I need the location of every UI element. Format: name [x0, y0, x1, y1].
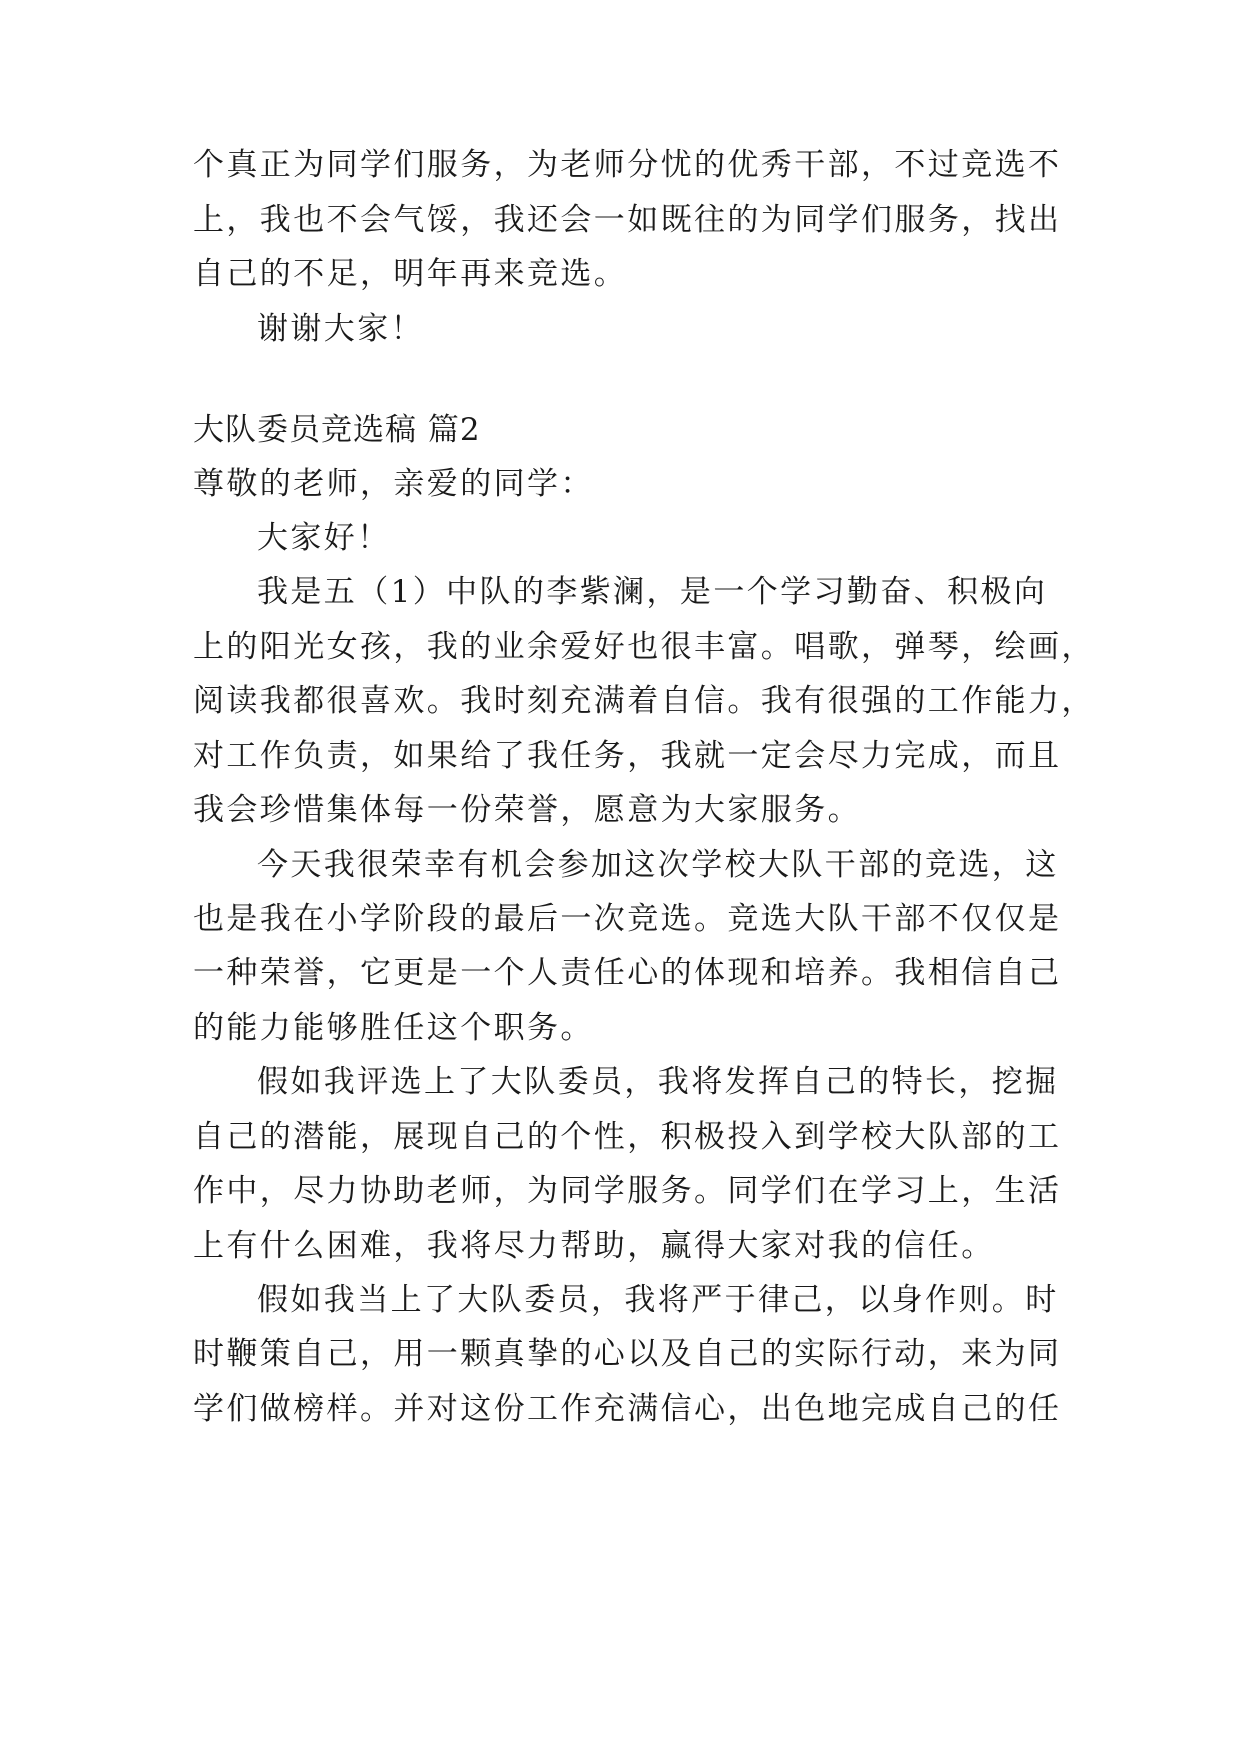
text-line: 上的阳光女孩，我的业余爱好也很丰富。唱歌，弹琴，绘画， [193, 629, 1095, 665]
text-line: 自己的潜能，展现自己的个性，积极投入到学校大队部的工 [193, 1119, 1062, 1155]
text-line: 作中，尽力协助老师，为同学服务。同学们在学习上，生活 [193, 1173, 1062, 1209]
salutation: 尊敬的老师，亲爱的同学： [193, 466, 594, 502]
greeting: 大家好！ [257, 520, 391, 556]
text-line: 的能力能够胜任这个职务。 [193, 1010, 594, 1046]
text-line: 阅读我都很喜欢。我时刻充满着自信。我有很强的工作能力， [193, 683, 1095, 719]
text-line: 也是我在小学阶段的最后一次竞选。竞选大队干部不仅仅是 [193, 901, 1062, 937]
text-line: 上有什么困难，我将尽力帮助，赢得大家对我的信任。 [193, 1228, 995, 1264]
text-line: 我会珍惜集体每一份荣誉，愿意为大家服务。 [193, 792, 861, 828]
text-line: 假如我当上了大队委员，我将严于律己，以身作则。时 [257, 1282, 1059, 1318]
text-line: 学们做榜样。并对这份工作充满信心，出色地完成自己的任 [193, 1391, 1062, 1427]
text-line: 今天我很荣幸有机会参加这次学校大队干部的竞选，这 [257, 847, 1059, 883]
text-line: 自己的不足，明年再来竞选。 [193, 256, 628, 292]
text-line: 对工作负责，如果给了我任务，我就一定会尽力完成，而且 [193, 738, 1062, 774]
text-line: 谢谢大家！ [257, 311, 424, 347]
text-line: 上，我也不会气馁，我还会一如既往的为同学们服务，找出 [193, 202, 1062, 238]
text-line: 时鞭策自己，用一颗真挚的心以及自己的实际行动，来为同 [193, 1336, 1062, 1372]
text-line: 我是五（1）中队的李紫澜，是一个学习勤奋、积极向 [257, 574, 1048, 610]
text-line: 个真正为同学们服务，为老师分忧的优秀干部，不过竞选不 [193, 147, 1062, 183]
text-line: 假如我评选上了大队委员，我将发挥自己的特长，挖掘 [257, 1064, 1059, 1100]
section-heading: 大队委员竞选稿 篇2 [193, 412, 481, 448]
text-line: 一种荣誉，它更是一个人责任心的体现和培养。我相信自己 [193, 955, 1062, 991]
